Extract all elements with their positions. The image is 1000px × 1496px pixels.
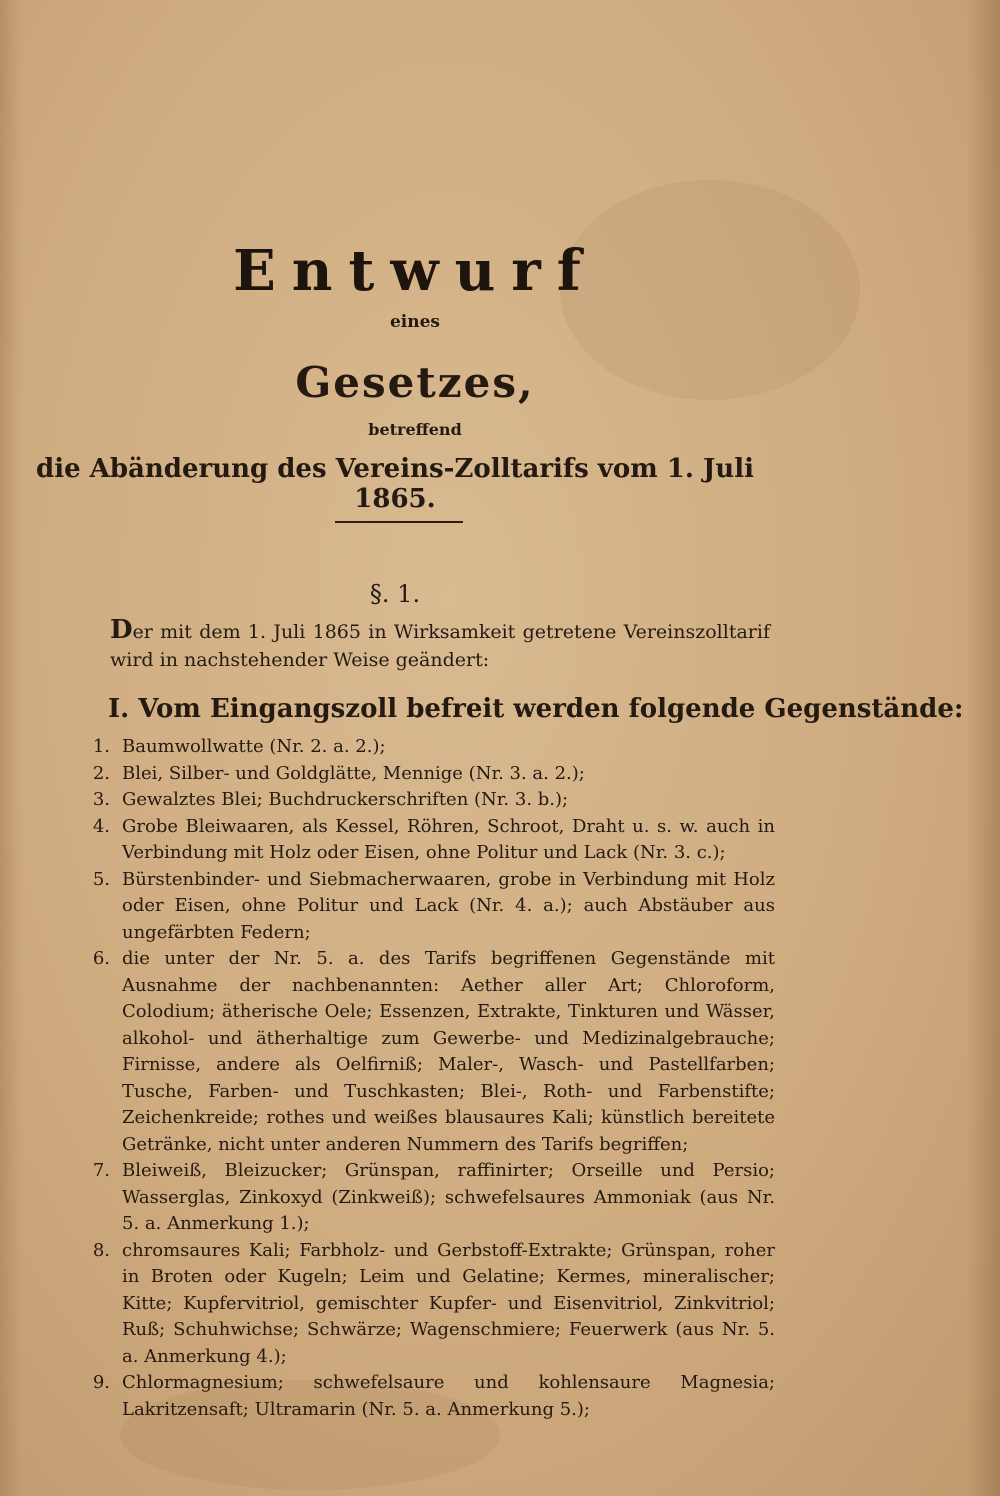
list-item-number: 1.	[92, 736, 110, 757]
list-item-number: 4.	[92, 815, 110, 837]
list-item	[80, 1158, 775, 1238]
section-number: §. 1.	[369, 580, 421, 608]
list-item-number: 2.	[92, 762, 110, 784]
list-item-number: 3.	[92, 789, 110, 810]
list-item-text: Baumwollwatte (Nr. 2. a. 2.);	[122, 736, 386, 757]
list-item	[80, 814, 775, 867]
list-item-text: Bleiweiß, Bleizucker; Grünspan, raffinirter; Orseille und Persio; Wasserglas, Zinkoxyd (Zinkweiß); schwefelsaures Ammoniak (aus Nr. 5. a. Anmerkung 1.);	[122, 1160, 775, 1234]
title-gesetzes: Gesetzes,	[295, 358, 535, 407]
list-item	[80, 1238, 775, 1371]
title-eines: eines	[389, 312, 441, 332]
list-heading: I. Vom Eingangszoll befreit werden folgende Gegenstände:	[108, 694, 964, 724]
title-betreffend: betreffend	[368, 420, 462, 439]
list-item-text: Chlormagnesium; schwefelsaure und kohlensaure Magnesia; Lakritzensaft; Ultramarin (Nr. 5. a. Anmerkung 5.);	[122, 1372, 775, 1420]
list-item-text: Blei, Silber- und Goldglätte, Mennige (Nr. 3. a. 2.);	[122, 762, 585, 784]
page-edge-shadow-right	[966, 0, 1000, 1496]
title-divider	[335, 521, 463, 523]
list-item-text: die unter der Nr. 5. a. des Tarifs begriffenen Gegenstände mit Ausnahme der nachbenannten: Aether aller Art; Chloroform, Colodium; ätherische Oele; Essenzen, Extrakte, Tinkturen und Wässer, alkohol- und ätherhaltige zum Gewerbe- und Medizinalgebrauche; Firnisse, andere als Oelfirniß; Maler-, Wasch- und Pastellfarben; Tusche, Farben- und Tuschkasten; Blei-, Roth- und Farbenstifte; Zeichenkreide; rothes und weißes blausaures Kali; künstlich bereitete Getränke, nicht unter anderen Nummern des Tarifs begriffen;	[122, 948, 775, 1155]
list-item-number: 5.	[92, 868, 110, 890]
list-item	[80, 787, 775, 814]
intro-initial: D	[110, 615, 133, 645]
item-list	[80, 734, 775, 1423]
list-item	[80, 1370, 775, 1423]
list-item-text: chromsaures Kali; Farbholz- und Gerbstoff-Extrakte; Grünspan, roher in Broten oder Kugeln; Leim und Gelatine; Kermes, mineralischer; Kitte; Kupfervitriol, gemischter Kupfer- und Eisenvitriol, Zinkvitriol; Ruß; Schuhwichse; Schwärze; Wagenschmiere; Feuerwerk (aus Nr. 5. a. Anmerkung 4.);	[122, 1239, 775, 1367]
document-subject: die Abänderung des Vereins-Zolltarifs vom 1. Juli 1865.	[36, 454, 754, 514]
list-item-text: Gewalztes Blei; Buchdruckerschriften (Nr. 3. b.);	[122, 789, 569, 810]
intro-paragraph	[110, 616, 770, 674]
document-title: Entwurf	[233, 238, 597, 304]
list-item-number: 7.	[92, 1160, 110, 1181]
list-item	[80, 867, 775, 947]
page-edge-shadow-left	[0, 0, 22, 1496]
list-item	[80, 734, 775, 761]
list-item-text: Bürstenbinder- und Siebmacherwaaren, grobe in Verbindung mit Holz oder Eisen, ohne Politur und Lack (Nr. 4. a.); auch Abstäuber aus ungefärbten Federn;	[122, 868, 775, 943]
list-item-text: Grobe Bleiwaaren, als Kessel, Röhren, Schroot, Draht u. s. w. auch in Verbindung mit Holz oder Eisen, ohne Politur und Lack (Nr. 3. c.);	[122, 815, 775, 863]
list-item	[80, 761, 775, 788]
intro-text: er mit dem 1. Juli 1865 in Wirksamkeit getretene Vereinszolltarif wird in nachstehender Weise geändert:	[110, 621, 770, 671]
list-item-number: 9.	[92, 1372, 110, 1393]
list-item-number: 8.	[92, 1239, 110, 1261]
list-item	[80, 946, 775, 1158]
list-item-number: 6.	[92, 948, 110, 969]
